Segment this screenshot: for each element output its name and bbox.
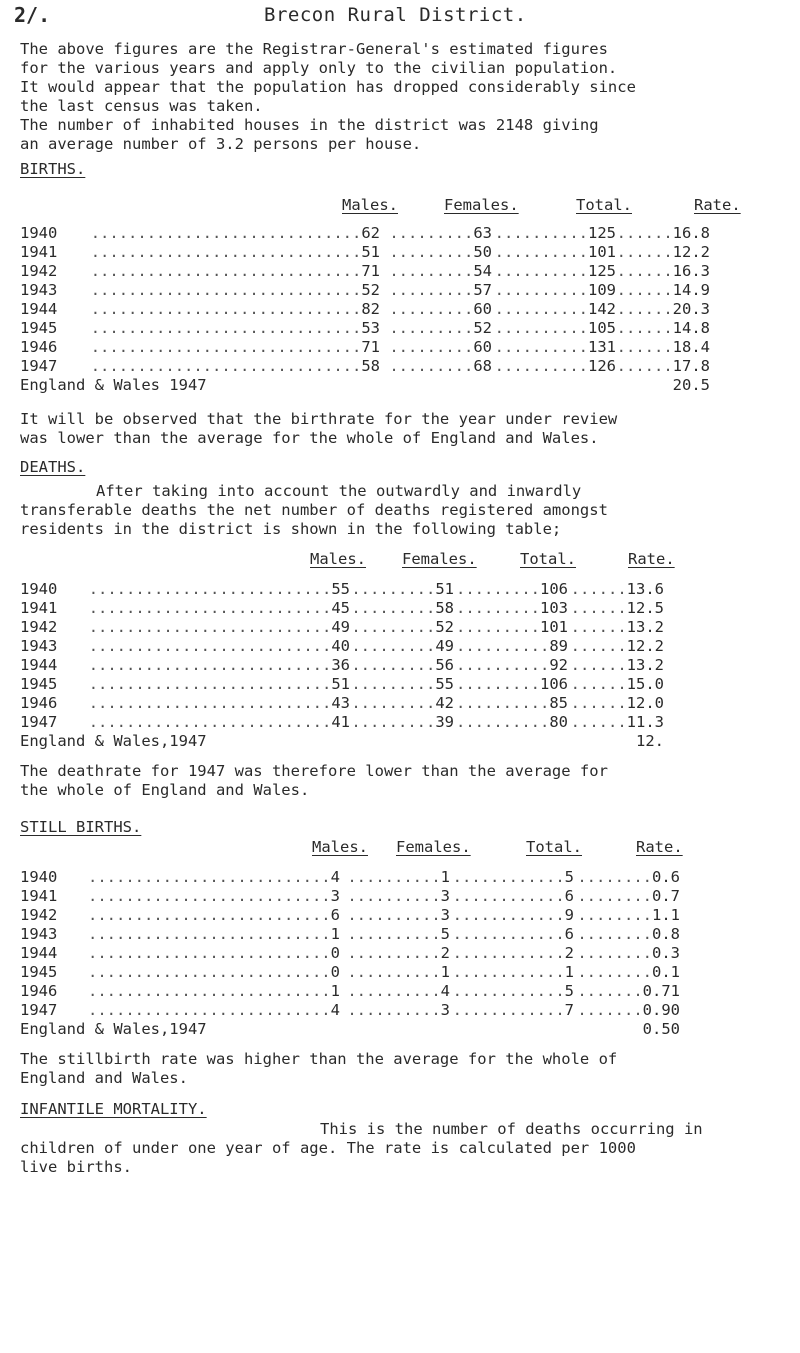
births-cell-rate: ......14.9 — [616, 281, 710, 299]
births-row — [20, 224, 710, 243]
dot-leader: .......................... — [88, 656, 332, 674]
stillbirths-row — [20, 944, 680, 963]
dot-leader: ........ — [577, 944, 652, 962]
dot-leader: ...... — [616, 357, 673, 375]
births-row — [20, 338, 710, 357]
dot-leader: ...... — [616, 262, 673, 280]
deaths-cell-males: ..........................45 — [88, 599, 350, 617]
stillbirths-cell-year: 1941 — [20, 887, 58, 905]
births-cell-year: 1941 — [20, 243, 58, 261]
dot-leader: ...... — [570, 656, 627, 674]
stillbirths-col-females: Females. — [396, 838, 471, 856]
births-col-males: Males. — [342, 196, 398, 214]
dot-leader: .......... — [347, 906, 441, 924]
deaths-cell-males: ..........................36 — [88, 656, 350, 674]
page-title: Brecon Rural District. — [264, 4, 527, 26]
stillbirths-cell-year: 1946 — [20, 982, 58, 1000]
dot-leader: ......... — [456, 599, 540, 617]
deaths-cell-males: ..........................55 — [88, 580, 350, 598]
stillbirths-cell-year: 1947 — [20, 1001, 58, 1019]
deaths-england-rate: 12. — [636, 732, 664, 750]
infant-mortality-heading: INFANTILE MORTALITY. — [20, 1100, 207, 1118]
deaths-cell-total: .........101 — [456, 618, 568, 636]
deaths-row — [20, 694, 664, 713]
deaths-cell-total: ..........85 — [456, 694, 568, 712]
stillbirths-cell-males: ..........................4 — [88, 868, 340, 886]
deaths-row — [20, 618, 664, 637]
stillbirths-cell-total: ............5 — [452, 868, 574, 886]
stillbirths-cell-rate: ........0.8 — [577, 925, 680, 943]
stillbirths-cell-total: ............2 — [452, 944, 574, 962]
births-cell-males: .............................71 — [90, 262, 380, 280]
dot-leader: .......................... — [88, 1001, 331, 1019]
births-cell-rate: ......17.8 — [616, 357, 710, 375]
births-cell-total: ..........105 — [494, 319, 616, 337]
stillbirths-cell-females: ..........3 — [347, 887, 450, 905]
births-cell-total: ..........131 — [494, 338, 616, 356]
dot-leader: ......... — [351, 618, 436, 636]
dot-leader: ......... — [351, 656, 436, 674]
births-cell-year: 1942 — [20, 262, 58, 280]
births-row — [20, 357, 710, 376]
deaths-heading: DEATHS. — [20, 458, 86, 476]
dot-leader: .......................... — [88, 599, 332, 617]
stillbirths-row — [20, 925, 680, 944]
stillbirths-row — [20, 1001, 680, 1020]
births-cell-total: ..........126 — [494, 357, 616, 375]
stillbirths-row — [20, 868, 680, 887]
dot-leader: ......... — [351, 694, 436, 712]
deaths-column-headers — [310, 550, 688, 569]
stillbirths-col-males: Males. — [312, 838, 368, 856]
page-header — [0, 3, 800, 30]
stillbirths-col-total: Total. — [526, 838, 582, 856]
stillbirths-england-label: England & Wales,1947 — [20, 1020, 207, 1038]
dot-leader: ............ — [452, 944, 565, 962]
dot-leader: .......................... — [88, 963, 331, 981]
stillbirths-cell-rate: ........0.7 — [577, 887, 680, 905]
intro-paragraph: The above figures are the Registrar-General's estimated figures for the various years and apply only to the civilian population. It would appear that the population has dropped considerably since the last census was taken. The number of inhabited houses in the district was 2148 giving an average number of 3.2 persons per house. — [20, 40, 636, 153]
dot-leader: ...... — [570, 713, 627, 731]
deaths-cell-females: .........55 — [351, 675, 454, 693]
stillbirths-cell-males: ..........................1 — [88, 982, 340, 1000]
dot-leader: ......... — [389, 338, 474, 356]
dot-leader: .......... — [347, 982, 441, 1000]
deaths-cell-year: 1943 — [20, 637, 58, 655]
deaths-cell-males: ..........................51 — [88, 675, 350, 693]
stillbirths-row — [20, 963, 680, 982]
deaths-cell-females: .........51 — [351, 580, 454, 598]
deaths-cell-total: .........106 — [456, 675, 568, 693]
deaths-cell-total: ..........92 — [456, 656, 568, 674]
dot-leader: ...... — [616, 319, 673, 337]
dot-leader: ......... — [389, 281, 474, 299]
births-cell-females: .........60 — [389, 300, 492, 318]
dot-leader: ............ — [452, 925, 565, 943]
deaths-cell-year: 1941 — [20, 599, 58, 617]
dot-leader: .......... — [494, 300, 588, 318]
stillbirths-cell-rate: ........0.6 — [577, 868, 680, 886]
births-heading: BIRTHS. — [20, 160, 86, 178]
deaths-cell-females: .........58 — [351, 599, 454, 617]
births-row — [20, 300, 710, 319]
deaths-cell-total: ..........80 — [456, 713, 568, 731]
births-cell-rate: ......12.2 — [616, 243, 710, 261]
stillbirths-column-headers — [312, 838, 696, 857]
dot-leader: ......... — [389, 243, 474, 261]
births-col-rate: Rate. — [694, 196, 741, 214]
deaths-col-females: Females. — [402, 550, 477, 568]
births-col-total: Total. — [576, 196, 632, 214]
deaths-cell-females: .........49 — [351, 637, 454, 655]
dot-leader: ...... — [616, 243, 673, 261]
dot-leader: .......... — [347, 944, 441, 962]
dot-leader: ............................. — [90, 243, 362, 261]
dot-leader: .......................... — [88, 618, 332, 636]
births-row — [20, 243, 710, 262]
deaths-cell-rate: ......11.3 — [570, 713, 664, 731]
dot-leader: ......... — [351, 637, 436, 655]
births-cell-year: 1943 — [20, 281, 58, 299]
stillbirths-cell-males: ..........................3 — [88, 887, 340, 905]
dot-leader: ...... — [616, 300, 673, 318]
dot-leader: ...... — [616, 338, 673, 356]
births-england-rate: 20.5 — [672, 376, 710, 394]
stillbirths-cell-total: ............9 — [452, 906, 574, 924]
stillbirths-col-rate: Rate. — [636, 838, 683, 856]
deaths-col-total: Total. — [520, 550, 576, 568]
dot-leader: ...... — [570, 694, 627, 712]
deaths-row — [20, 656, 664, 675]
dot-leader: ......... — [351, 713, 436, 731]
births-cell-females: .........60 — [389, 338, 492, 356]
dot-leader: ...... — [570, 618, 627, 636]
dot-leader: .......... — [347, 1001, 441, 1019]
births-cell-rate: ......20.3 — [616, 300, 710, 318]
dot-leader: ......... — [456, 618, 540, 636]
dot-leader: ......... — [456, 580, 540, 598]
dot-leader: ...... — [570, 675, 627, 693]
dot-leader: .......... — [347, 963, 441, 981]
births-cell-total: ..........101 — [494, 243, 616, 261]
births-cell-rate: ......14.8 — [616, 319, 710, 337]
dot-leader: ............ — [452, 1001, 565, 1019]
dot-leader: .......... — [494, 262, 588, 280]
births-cell-males: .............................52 — [90, 281, 380, 299]
deaths-cell-total: .........106 — [456, 580, 568, 598]
dot-leader: ............ — [452, 982, 565, 1000]
stillbirths-cell-females: ..........2 — [347, 944, 450, 962]
births-cell-year: 1946 — [20, 338, 58, 356]
deaths-cell-year: 1947 — [20, 713, 58, 731]
deaths-cell-rate: ......12.2 — [570, 637, 664, 655]
births-row — [20, 319, 710, 338]
deaths-row — [20, 580, 664, 599]
births-cell-males: .............................62 — [90, 224, 380, 242]
stillbirths-cell-rate: ........0.3 — [577, 944, 680, 962]
stillbirths-row — [20, 982, 680, 1001]
dot-leader: ...... — [570, 637, 627, 655]
deaths-cell-males: ..........................41 — [88, 713, 350, 731]
births-cell-rate: ......18.4 — [616, 338, 710, 356]
stillbirths-note: The stillbirth rate was higher than the average for the whole of England and Wales. — [20, 1050, 618, 1087]
dot-leader: .......... — [347, 925, 441, 943]
deaths-note: The deathrate for 1947 was therefore lower than the average for the whole of England and Wales. — [20, 762, 608, 799]
dot-leader: ......... — [389, 319, 474, 337]
stillbirths-cell-females: ..........5 — [347, 925, 450, 943]
dot-leader: .......... — [494, 224, 588, 242]
dot-leader: .......................... — [88, 868, 331, 886]
births-england-label: England & Wales 1947 — [20, 376, 207, 394]
births-cell-total: ..........125 — [494, 224, 616, 242]
dot-leader: ............ — [452, 906, 565, 924]
stillbirths-cell-rate: .......0.90 — [577, 1001, 680, 1019]
stillbirths-row — [20, 887, 680, 906]
stillbirths-cell-rate: ........1.1 — [577, 906, 680, 924]
stillbirths-cell-total: ............5 — [452, 982, 574, 1000]
births-cell-females: .........57 — [389, 281, 492, 299]
deaths-cell-rate: ......13.6 — [570, 580, 664, 598]
births-cell-total: ..........142 — [494, 300, 616, 318]
dot-leader: ........ — [577, 963, 652, 981]
births-cell-males: .............................82 — [90, 300, 380, 318]
dot-leader: .......................... — [88, 887, 331, 905]
stillbirths-table — [20, 868, 680, 1039]
stillbirths-cell-year: 1940 — [20, 868, 58, 886]
births-cell-year: 1940 — [20, 224, 58, 242]
deaths-cell-rate: ......13.2 — [570, 656, 664, 674]
stillbirths-cell-year: 1944 — [20, 944, 58, 962]
stillbirths-cell-total: ............7 — [452, 1001, 574, 1019]
stillbirths-cell-rate: ........0.1 — [577, 963, 680, 981]
dot-leader: ........ — [577, 925, 652, 943]
deaths-cell-males: ..........................49 — [88, 618, 350, 636]
births-cell-females: .........54 — [389, 262, 492, 280]
dot-leader: ......... — [389, 357, 474, 375]
dot-leader: ............................. — [90, 262, 362, 280]
dot-leader: ............................. — [90, 224, 362, 242]
dot-leader: .......................... — [88, 982, 331, 1000]
dot-leader: ............ — [452, 887, 565, 905]
dot-leader: .......................... — [88, 675, 332, 693]
dot-leader: ............ — [452, 963, 565, 981]
births-cell-males: .............................51 — [90, 243, 380, 261]
dot-leader: ......... — [351, 675, 436, 693]
deaths-table — [20, 580, 664, 751]
dot-leader: .......... — [494, 243, 588, 261]
stillbirths-cell-year: 1945 — [20, 963, 58, 981]
deaths-england-label: England & Wales,1947 — [20, 732, 207, 750]
stillbirths-cell-females: ..........3 — [347, 1001, 450, 1019]
stillbirths-cell-year: 1943 — [20, 925, 58, 943]
dot-leader: ......... — [351, 599, 436, 617]
stillbirths-cell-females: ..........4 — [347, 982, 450, 1000]
dot-leader: ......... — [351, 580, 436, 598]
stillbirths-cell-total: ............1 — [452, 963, 574, 981]
births-table — [20, 224, 710, 395]
stillbirths-cell-females: ..........1 — [347, 963, 450, 981]
dot-leader: .......... — [347, 887, 441, 905]
deaths-cell-females: .........42 — [351, 694, 454, 712]
page-number: 2/. — [14, 3, 51, 27]
births-cell-rate: ......16.3 — [616, 262, 710, 280]
births-cell-males: .............................53 — [90, 319, 380, 337]
stillbirths-cell-males: ..........................1 — [88, 925, 340, 943]
stillbirths-cell-year: 1942 — [20, 906, 58, 924]
dot-leader: ...... — [570, 580, 627, 598]
stillbirths-england-rate: 0.50 — [642, 1020, 680, 1038]
stillbirths-heading: STILL BIRTHS. — [20, 818, 142, 836]
deaths-cell-rate: ......13.2 — [570, 618, 664, 636]
dot-leader: ............ — [452, 868, 565, 886]
stillbirths-cell-males: ..........................0 — [88, 944, 340, 962]
births-cell-rate: ......16.8 — [616, 224, 710, 242]
deaths-cell-females: .........56 — [351, 656, 454, 674]
dot-leader: ......... — [389, 300, 474, 318]
dot-leader: .......... — [456, 694, 550, 712]
dot-leader: .......... — [494, 281, 588, 299]
births-cell-total: ..........125 — [494, 262, 616, 280]
births-row — [20, 262, 710, 281]
stillbirths-cell-total: ............6 — [452, 925, 574, 943]
stillbirths-cell-total: ............6 — [452, 887, 574, 905]
dot-leader: .......................... — [88, 906, 331, 924]
deaths-cell-rate: ......12.0 — [570, 694, 664, 712]
births-cell-year: 1945 — [20, 319, 58, 337]
dot-leader: .......... — [456, 637, 550, 655]
dot-leader: ...... — [570, 599, 627, 617]
dot-leader: .......... — [494, 319, 588, 337]
deaths-cell-year: 1945 — [20, 675, 58, 693]
births-cell-total: ..........109 — [494, 281, 616, 299]
dot-leader: ........ — [577, 868, 652, 886]
births-cell-females: .........52 — [389, 319, 492, 337]
dot-leader: .......................... — [88, 637, 332, 655]
births-cell-females: .........68 — [389, 357, 492, 375]
dot-leader: .......... — [456, 656, 550, 674]
deaths-cell-total: ..........89 — [456, 637, 568, 655]
stillbirths-row — [20, 906, 680, 925]
deaths-cell-year: 1942 — [20, 618, 58, 636]
dot-leader: ...... — [616, 281, 673, 299]
dot-leader: ......... — [389, 262, 474, 280]
dot-leader: .......................... — [88, 713, 332, 731]
dot-leader: .......... — [347, 868, 441, 886]
dot-leader: ......... — [456, 675, 540, 693]
dot-leader: ......... — [389, 224, 474, 242]
dot-leader: .......................... — [88, 580, 332, 598]
births-note: It will be observed that the birthrate for the year under review was lower than the average for the whole of England and Wales. — [20, 410, 618, 447]
dot-leader: ............................. — [90, 338, 362, 356]
stillbirths-england-row — [20, 1020, 680, 1039]
dot-leader: .......................... — [88, 925, 331, 943]
stillbirths-cell-females: ..........3 — [347, 906, 450, 924]
dot-leader: ............................. — [90, 281, 362, 299]
deaths-cell-rate: ......15.0 — [570, 675, 664, 693]
deaths-intro: After taking into account the outwardly and inwardly transferable deaths the net number of deaths registered amongst residents in the district is shown in the following table; — [20, 482, 608, 538]
dot-leader: ...... — [616, 224, 673, 242]
births-cell-year: 1944 — [20, 300, 58, 318]
births-cell-males: .............................58 — [90, 357, 380, 375]
births-col-females: Females. — [444, 196, 519, 214]
deaths-col-rate: Rate. — [628, 550, 675, 568]
births-cell-males: .............................71 — [90, 338, 380, 356]
deaths-cell-males: ..........................40 — [88, 637, 350, 655]
dot-leader: .......... — [494, 338, 588, 356]
births-column-headers — [342, 196, 754, 215]
dot-leader: .......... — [456, 713, 550, 731]
deaths-col-males: Males. — [310, 550, 366, 568]
dot-leader: ........ — [577, 906, 652, 924]
dot-leader: .......... — [494, 357, 588, 375]
dot-leader: ....... — [577, 982, 643, 1000]
dot-leader: .......................... — [88, 694, 332, 712]
births-cell-females: .........50 — [389, 243, 492, 261]
dot-leader: ........ — [577, 887, 652, 905]
deaths-england-row — [20, 732, 664, 751]
births-england-row — [20, 376, 710, 395]
deaths-cell-rate: ......12.5 — [570, 599, 664, 617]
dot-leader: ....... — [577, 1001, 643, 1019]
births-cell-year: 1947 — [20, 357, 58, 375]
births-row — [20, 281, 710, 300]
deaths-cell-year: 1944 — [20, 656, 58, 674]
infant-mortality-text: This is the number of deaths occurring in children of under one year of age. The rate is calculated per 1000 live births. — [20, 1120, 703, 1176]
stillbirths-cell-males: ..........................6 — [88, 906, 340, 924]
dot-leader: ............................. — [90, 319, 362, 337]
deaths-cell-females: .........52 — [351, 618, 454, 636]
deaths-cell-females: .........39 — [351, 713, 454, 731]
stillbirths-cell-females: ..........1 — [347, 868, 450, 886]
stillbirths-cell-rate: .......0.71 — [577, 982, 680, 1000]
stillbirths-cell-males: ..........................4 — [88, 1001, 340, 1019]
deaths-row — [20, 675, 664, 694]
deaths-row — [20, 713, 664, 732]
dot-leader: ............................. — [90, 357, 362, 375]
deaths-cell-total: .........103 — [456, 599, 568, 617]
deaths-cell-males: ..........................43 — [88, 694, 350, 712]
births-cell-females: .........63 — [389, 224, 492, 242]
dot-leader: ............................. — [90, 300, 362, 318]
deaths-row — [20, 599, 664, 618]
stillbirths-cell-males: ..........................0 — [88, 963, 340, 981]
deaths-cell-year: 1940 — [20, 580, 58, 598]
deaths-row — [20, 637, 664, 656]
dot-leader: .......................... — [88, 944, 331, 962]
deaths-cell-year: 1946 — [20, 694, 58, 712]
